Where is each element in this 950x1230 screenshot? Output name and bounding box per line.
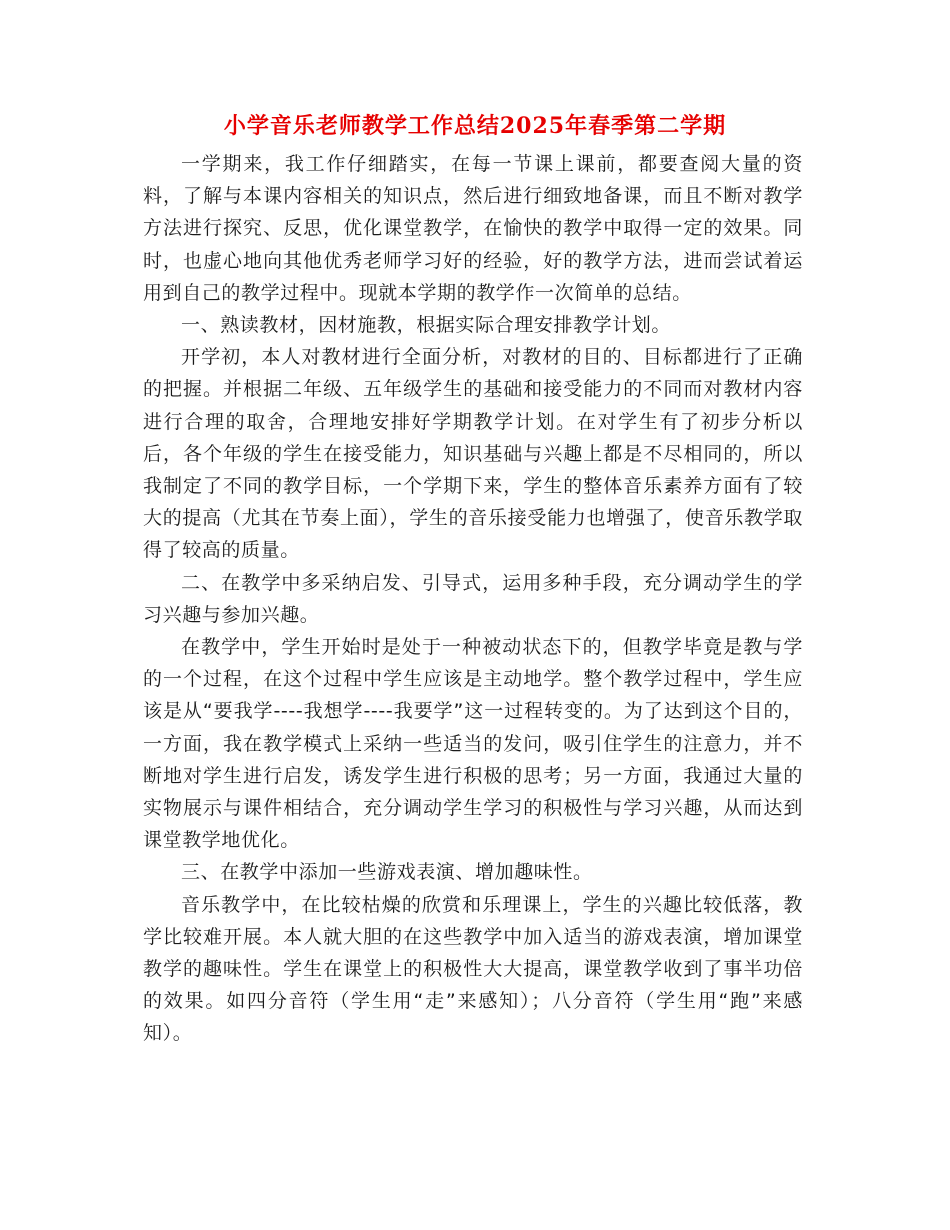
paragraph-section-3: 音乐教学中，在比较枯燥的欣赏和乐理课上，学生的兴趣比较低落，教学比较难开展。本人就大胆的在这些教学中加入适当的游戏表演，增加课堂教学的趣味性。学生在课堂上的积极性大大提高，课堂教学收到了事半功倍的效果。如四分音符（学生用“走”来感知）；八分音符（学生用“跑”来感知）。 [143, 893, 803, 1045]
paragraph-section-1: 开学初，本人对教材进行全面分析，对教材的目的、目标都进行了正确的把握。并根据二年级、五年级学生的基础和接受能力的不同而对教材内容进行合理的取舍，合理地安排好学期教学计划。在对学生有了初步分析以后，各个年级的学生在接受能力，知识基础与兴趣上都是不尽相同的，所以我制定了不同的教学目标，一个学期下来，学生的整体音乐素养方面有了较大的提高（尤其在节奏上面），学生的音乐接受能力也增强了，使音乐教学取得了较高的质量。 [143, 346, 803, 562]
paragraph-intro: 一学期来，我工作仔细踏实，在每一节课上课前，都要查阅大量的资料，了解与本课内容相关的知识点，然后进行细致地备课，而且不断对教学方法进行探究、反思，优化课堂教学，在愉快的教学中取得一定的效果。同时，也虚心地向其他优秀老师学习好的经验，好的教学方法，进而尝试着运用到自己的教学过程中。现就本学期的教学作一次简单的总结。 [143, 153, 803, 304]
document-body [143, 148, 803, 1050]
section-heading-2: 二、在教学中多采纳启发、引导式，运用多种手段，充分调动学生的学习兴趣与参加兴趣。 [143, 571, 803, 626]
section-heading-1: 一、熟读教材，因材施教，根据实际合理安排教学计划。 [181, 314, 672, 337]
document-title: 小学音乐老师教学工作总结2025年春季第二学期 [223, 113, 727, 139]
section-heading-3: 三、在教学中添加一些游戏表演、增加趣味性。 [181, 861, 593, 884]
paragraph-section-2: 在教学中，学生开始时是处于一种被动状态下的，但教学毕竟是教与学的一个过程，在这个过程中学生应该是主动地学。整个教学过程中，学生应该是从“要我学----我想学----我要学”这一过程转变的。为了达到这个目的，一方面，我在教学模式上采纳一些适当的发问，吸引住学生的注意力，并不断地对学生进行启发，诱发学生进行积极的思考；另一方面，我通过大量的实物展示与课件相结合，充分调动学生学习的积极性与学习兴趣，从而达到课堂教学地优化。 [143, 636, 803, 852]
